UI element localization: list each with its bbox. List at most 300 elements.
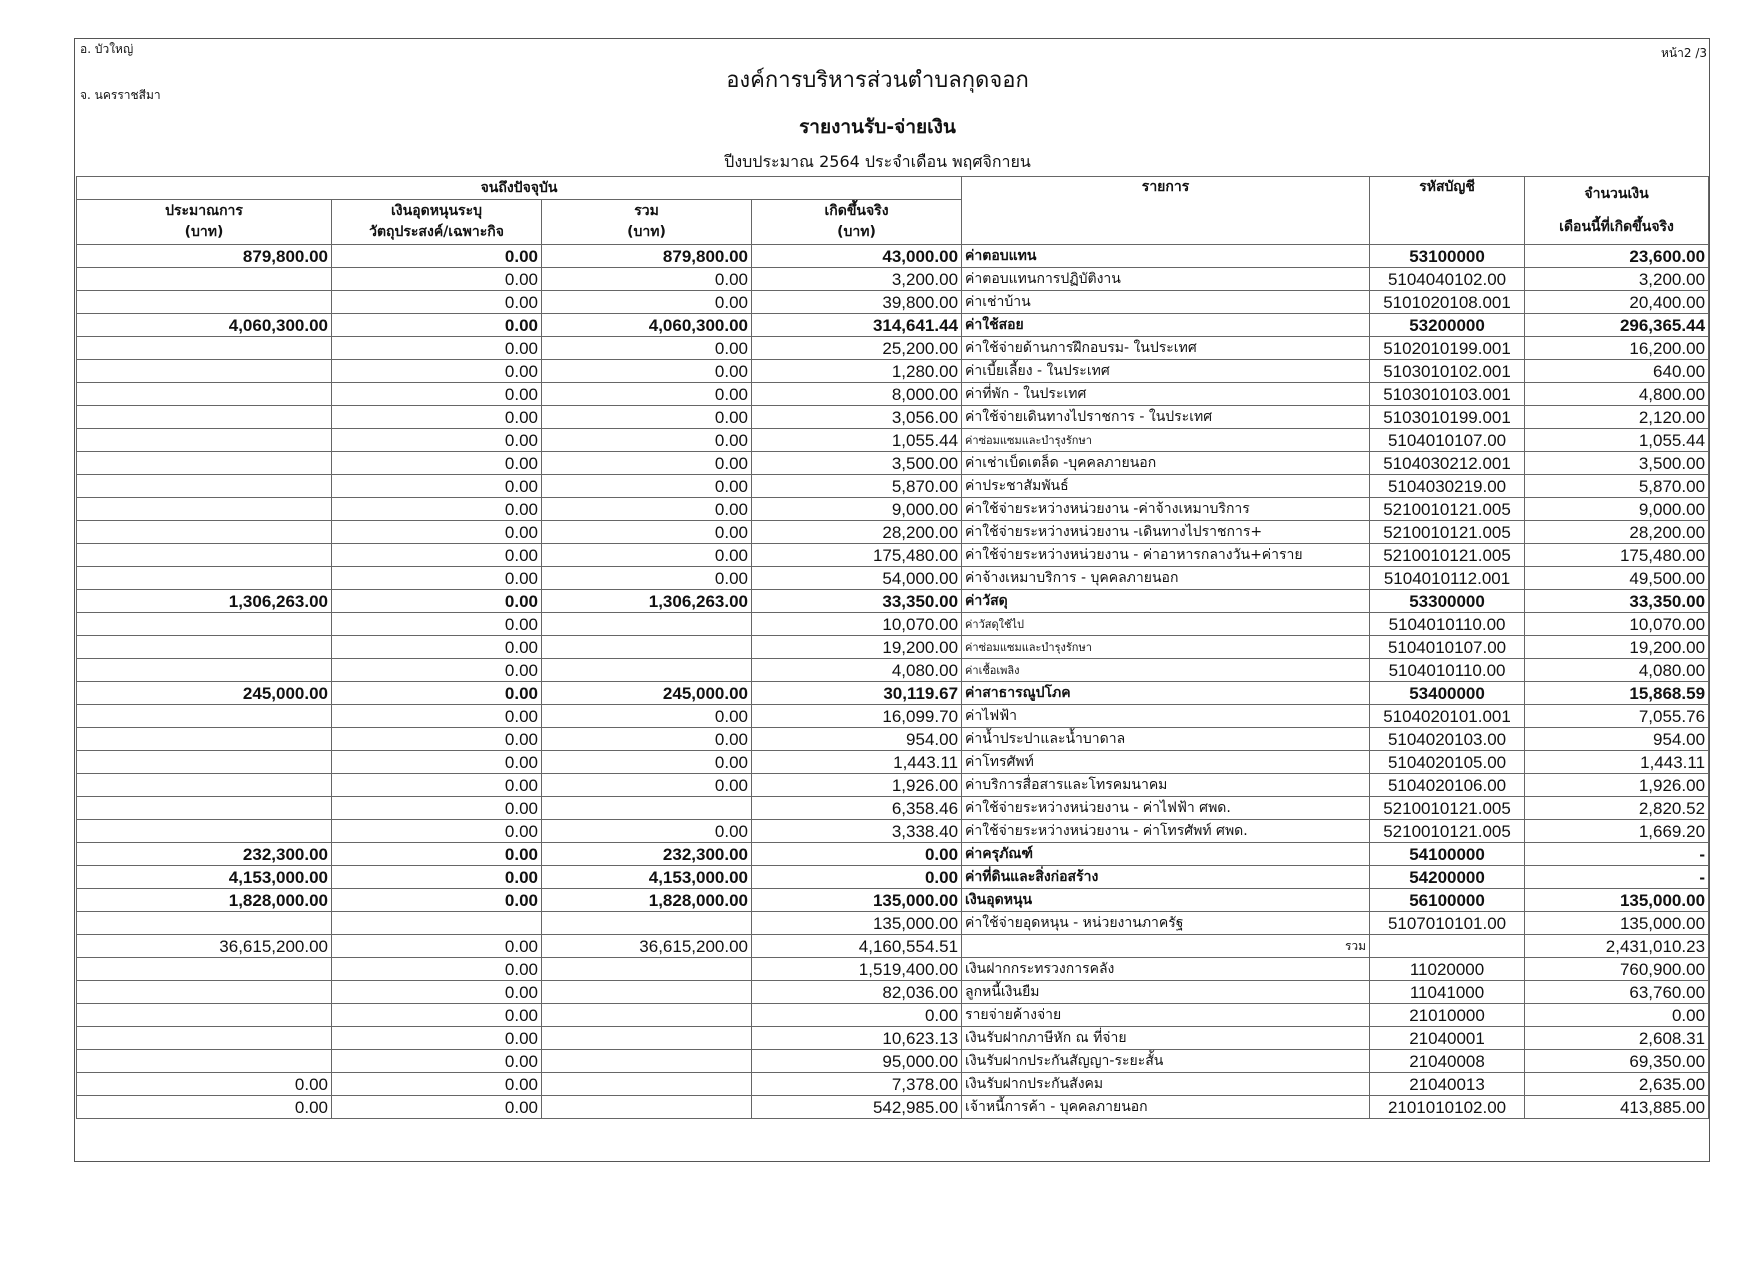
total-cell: 0.00 bbox=[542, 705, 752, 728]
actual-cell: 6,358.46 bbox=[752, 797, 962, 820]
code-cell: 53300000 bbox=[1370, 590, 1525, 613]
actual-cell: 43,000.00 bbox=[752, 245, 962, 268]
item-cell: ค่าซ่อมแซมและบำรุงรักษา bbox=[962, 636, 1370, 659]
actual-cell: 0.00 bbox=[752, 843, 962, 866]
actual-cell: 542,985.00 bbox=[752, 1096, 962, 1119]
table-row bbox=[77, 659, 1709, 682]
subsidy-cell: 0.00 bbox=[332, 360, 542, 383]
actual-cell: 9,000.00 bbox=[752, 498, 962, 521]
total-cell: 0.00 bbox=[542, 728, 752, 751]
item-cell: ค่าครุภัณฑ์ bbox=[962, 843, 1370, 866]
code-cell: 53100000 bbox=[1370, 245, 1525, 268]
table-row bbox=[77, 268, 1709, 291]
actual-cell: 135,000.00 bbox=[752, 889, 962, 912]
amount-header-label: จำนวนเงิน bbox=[1584, 185, 1649, 202]
amount-cell: 9,000.00 bbox=[1525, 498, 1709, 521]
amount-cell: 0.00 bbox=[1525, 1004, 1709, 1027]
estimate-cell: 36,615,200.00 bbox=[77, 935, 332, 958]
estimate-cell bbox=[77, 268, 332, 291]
total-cell: 0.00 bbox=[542, 406, 752, 429]
estimate-cell bbox=[77, 1027, 332, 1050]
table-row bbox=[77, 981, 1709, 1004]
actual-cell: 1,055.44 bbox=[752, 429, 962, 452]
code-cell: 5210010121.005 bbox=[1370, 544, 1525, 567]
table-row bbox=[77, 1050, 1709, 1073]
amount-cell: 1,926.00 bbox=[1525, 774, 1709, 797]
estimate-cell bbox=[77, 475, 332, 498]
actual-header bbox=[752, 200, 962, 245]
table-row bbox=[77, 360, 1709, 383]
total-cell: 0.00 bbox=[542, 751, 752, 774]
total-cell: 0.00 bbox=[542, 337, 752, 360]
subsidy-header bbox=[332, 200, 542, 245]
subsidy-cell: 0.00 bbox=[332, 958, 542, 981]
item-cell: ค่าใช้จ่ายด้านการฝึกอบรม- ในประเทศ bbox=[962, 337, 1370, 360]
table-row bbox=[77, 843, 1709, 866]
table-row bbox=[77, 1004, 1709, 1027]
subsidy-cell: 0.00 bbox=[332, 544, 542, 567]
amount-header bbox=[1525, 177, 1709, 245]
table-row bbox=[77, 429, 1709, 452]
item-cell: ค่าใช้จ่ายระหว่างหน่วยงาน -ค่าจ้างเหมาบริการ bbox=[962, 498, 1370, 521]
table-row bbox=[77, 797, 1709, 820]
item-cell: ค่าจ้างเหมาบริการ - บุคคลภายนอก bbox=[962, 567, 1370, 590]
subsidy-cell: 0.00 bbox=[332, 613, 542, 636]
item-cell: ค่าใช้จ่ายอุดหนุน - หน่วยงานภาครัฐ bbox=[962, 912, 1370, 935]
table-row bbox=[77, 590, 1709, 613]
actual-cell: 16,099.70 bbox=[752, 705, 962, 728]
total-header bbox=[542, 200, 752, 245]
estimate-header-label: ประมาณการ bbox=[165, 203, 243, 219]
item-cell: ค่าใช้จ่ายเดินทางไปราชการ - ในประเทศ bbox=[962, 406, 1370, 429]
actual-cell: 39,800.00 bbox=[752, 291, 962, 314]
item-cell: ค่าใช้สอย bbox=[962, 314, 1370, 337]
actual-cell: 954.00 bbox=[752, 728, 962, 751]
code-cell: 5104030219.00 bbox=[1370, 475, 1525, 498]
actual-cell: 28,200.00 bbox=[752, 521, 962, 544]
code-cell: 5104030212.001 bbox=[1370, 452, 1525, 475]
table-row bbox=[77, 705, 1709, 728]
item-cell: เงินรับฝากประกันสัญญา-ระยะสั้น bbox=[962, 1050, 1370, 1073]
total-cell: 0.00 bbox=[542, 498, 752, 521]
amount-cell: 33,350.00 bbox=[1525, 590, 1709, 613]
subsidy-cell: 0.00 bbox=[332, 797, 542, 820]
subsidy-cell: 0.00 bbox=[332, 337, 542, 360]
estimate-cell bbox=[77, 567, 332, 590]
district-label: อ. บัวใหญ่ bbox=[80, 42, 134, 56]
code-cell bbox=[1370, 935, 1525, 958]
subsidy-cell: 0.00 bbox=[332, 521, 542, 544]
actual-cell: 0.00 bbox=[752, 866, 962, 889]
amount-cell: 2,820.52 bbox=[1525, 797, 1709, 820]
code-cell: 5104020103.00 bbox=[1370, 728, 1525, 751]
total-cell bbox=[542, 797, 752, 820]
subsidy-cell: 0.00 bbox=[332, 406, 542, 429]
actual-cell: 1,926.00 bbox=[752, 774, 962, 797]
total-cell: 0.00 bbox=[542, 291, 752, 314]
estimate-cell bbox=[77, 1050, 332, 1073]
total-cell: 1,828,000.00 bbox=[542, 889, 752, 912]
table-body bbox=[77, 245, 1709, 1119]
estimate-cell bbox=[77, 521, 332, 544]
item-cell: ค่าเช่าบ้าน bbox=[962, 291, 1370, 314]
item-cell: ลูกหนี้เงินยืม bbox=[962, 981, 1370, 1004]
actual-cell: 19,200.00 bbox=[752, 636, 962, 659]
table-row bbox=[77, 1027, 1709, 1050]
amount-cell: 760,900.00 bbox=[1525, 958, 1709, 981]
item-cell: ค่าใช้จ่ายระหว่างหน่วยงาน - ค่าอาหารกลางวัน+ค่าราย bbox=[962, 544, 1370, 567]
amount-cell: 4,080.00 bbox=[1525, 659, 1709, 682]
actual-cell: 10,070.00 bbox=[752, 613, 962, 636]
table-row bbox=[77, 774, 1709, 797]
estimate-cell: 4,060,300.00 bbox=[77, 314, 332, 337]
estimate-cell: 232,300.00 bbox=[77, 843, 332, 866]
actual-cell: 25,200.00 bbox=[752, 337, 962, 360]
estimate-cell bbox=[77, 797, 332, 820]
table-row bbox=[77, 613, 1709, 636]
estimate-cell: 0.00 bbox=[77, 1073, 332, 1096]
estimate-cell bbox=[77, 912, 332, 935]
code-cell: 5102010199.001 bbox=[1370, 337, 1525, 360]
subsidy-cell: 0.00 bbox=[332, 751, 542, 774]
estimate-cell bbox=[77, 360, 332, 383]
amount-cell: 1,669.20 bbox=[1525, 820, 1709, 843]
total-cell: 0.00 bbox=[542, 452, 752, 475]
subsidy-cell: 0.00 bbox=[332, 636, 542, 659]
subsidy-cell: 0.00 bbox=[332, 935, 542, 958]
code-cell: 11041000 bbox=[1370, 981, 1525, 1004]
total-cell bbox=[542, 981, 752, 1004]
actual-cell: 82,036.00 bbox=[752, 981, 962, 1004]
code-header: รหัสบัญชี bbox=[1370, 177, 1525, 245]
estimate-cell bbox=[77, 498, 332, 521]
estimate-cell bbox=[77, 705, 332, 728]
code-cell: 53400000 bbox=[1370, 682, 1525, 705]
amount-cell: 20,400.00 bbox=[1525, 291, 1709, 314]
table-row bbox=[77, 337, 1709, 360]
total-cell bbox=[542, 659, 752, 682]
amount-cell: 5,870.00 bbox=[1525, 475, 1709, 498]
item-cell: เงินอุดหนุน bbox=[962, 889, 1370, 912]
total-cell: 245,000.00 bbox=[542, 682, 752, 705]
actual-cell: 1,443.11 bbox=[752, 751, 962, 774]
subsidy-cell: 0.00 bbox=[332, 705, 542, 728]
table-row bbox=[77, 521, 1709, 544]
total-cell bbox=[542, 1050, 752, 1073]
total-cell: 0.00 bbox=[542, 429, 752, 452]
actual-cell: 1,280.00 bbox=[752, 360, 962, 383]
subsidy-cell: 0.00 bbox=[332, 498, 542, 521]
actual-cell: 3,338.40 bbox=[752, 820, 962, 843]
subsidy-cell: 0.00 bbox=[332, 728, 542, 751]
amount-header-sub: เดือนนี้ที่เกิดขึ้นจริง bbox=[1559, 218, 1674, 235]
amount-cell: 2,431,010.23 bbox=[1525, 935, 1709, 958]
subsidy-cell: 0.00 bbox=[332, 1073, 542, 1096]
actual-header-unit: (บาท) bbox=[837, 224, 876, 240]
estimate-cell: 0.00 bbox=[77, 1096, 332, 1119]
actual-cell: 3,200.00 bbox=[752, 268, 962, 291]
item-cell: ค่าใช้จ่ายระหว่างหน่วยงาน - ค่าโทรศัพท์ ศพด. bbox=[962, 820, 1370, 843]
actual-header-label: เกิดขึ้นจริง bbox=[824, 203, 889, 219]
estimate-cell bbox=[77, 659, 332, 682]
receipt-payment-table bbox=[76, 176, 1709, 1119]
amount-cell: 640.00 bbox=[1525, 360, 1709, 383]
subsidy-cell: 0.00 bbox=[332, 590, 542, 613]
report-title: รายงานรับ-จ่ายเงิน bbox=[799, 116, 956, 138]
subsidy-cell: 0.00 bbox=[332, 1004, 542, 1027]
table-row bbox=[77, 498, 1709, 521]
table-row bbox=[77, 567, 1709, 590]
item-cell: เงินรับฝากประกันสังคม bbox=[962, 1073, 1370, 1096]
code-cell: 5210010121.005 bbox=[1370, 797, 1525, 820]
amount-cell: 15,868.59 bbox=[1525, 682, 1709, 705]
item-cell: ค่าวัสดุใช้ไป bbox=[962, 613, 1370, 636]
total-cell: 0.00 bbox=[542, 475, 752, 498]
item-cell: ค่าใช้จ่ายระหว่างหน่วยงาน -เดินทางไปราชการ+ bbox=[962, 521, 1370, 544]
to-date-header: จนถึงปัจจุบัน bbox=[77, 177, 962, 200]
item-cell: ค่าน้ำประปาและน้ำบาดาล bbox=[962, 728, 1370, 751]
actual-cell: 3,500.00 bbox=[752, 452, 962, 475]
subsidy-cell: 0.00 bbox=[332, 383, 542, 406]
total-cell: 0.00 bbox=[542, 383, 752, 406]
subsidy-cell: 0.00 bbox=[332, 567, 542, 590]
subsidy-cell: 0.00 bbox=[332, 1050, 542, 1073]
amount-cell: 954.00 bbox=[1525, 728, 1709, 751]
estimate-cell bbox=[77, 452, 332, 475]
code-cell: 5104020106.00 bbox=[1370, 774, 1525, 797]
actual-cell: 95,000.00 bbox=[752, 1050, 962, 1073]
amount-cell: 2,120.00 bbox=[1525, 406, 1709, 429]
estimate-cell bbox=[77, 406, 332, 429]
table-row bbox=[77, 636, 1709, 659]
item-cell: ค่าเชื้อเพลิง bbox=[962, 659, 1370, 682]
estimate-cell bbox=[77, 383, 332, 406]
subsidy-cell: 0.00 bbox=[332, 659, 542, 682]
table-row bbox=[77, 544, 1709, 567]
subsidy-cell: 0.00 bbox=[332, 866, 542, 889]
estimate-cell bbox=[77, 1004, 332, 1027]
code-cell: 56100000 bbox=[1370, 889, 1525, 912]
amount-cell: 2,608.31 bbox=[1525, 1027, 1709, 1050]
code-cell: 54100000 bbox=[1370, 843, 1525, 866]
item-cell: ค่าสาธารณูปโภค bbox=[962, 682, 1370, 705]
subsidy-cell: 0.00 bbox=[332, 1027, 542, 1050]
code-cell: 5104010110.00 bbox=[1370, 659, 1525, 682]
item-cell: ค่าซ่อมแซมและบำรุงรักษา bbox=[962, 429, 1370, 452]
page-number: หน้า2 /3 bbox=[1661, 46, 1707, 60]
item-cell: ค่าที่ดินและสิ่งก่อสร้าง bbox=[962, 866, 1370, 889]
subsidy-cell: 0.00 bbox=[332, 245, 542, 268]
actual-cell: 175,480.00 bbox=[752, 544, 962, 567]
code-cell: 5104010107.00 bbox=[1370, 636, 1525, 659]
code-cell: 5107010101.00 bbox=[1370, 912, 1525, 935]
subsidy-cell bbox=[332, 912, 542, 935]
estimate-cell bbox=[77, 728, 332, 751]
item-cell: เงินฝากกระทรวงการคลัง bbox=[962, 958, 1370, 981]
estimate-header-unit: (บาท) bbox=[184, 224, 224, 240]
code-cell: 21010000 bbox=[1370, 1004, 1525, 1027]
table-row bbox=[77, 245, 1709, 268]
amount-cell: 413,885.00 bbox=[1525, 1096, 1709, 1119]
item-cell: ค่าตอบแทน bbox=[962, 245, 1370, 268]
estimate-cell bbox=[77, 774, 332, 797]
actual-cell: 314,641.44 bbox=[752, 314, 962, 337]
code-cell: 11020000 bbox=[1370, 958, 1525, 981]
estimate-cell: 1,828,000.00 bbox=[77, 889, 332, 912]
amount-cell: 69,350.00 bbox=[1525, 1050, 1709, 1073]
total-cell: 232,300.00 bbox=[542, 843, 752, 866]
actual-cell: 10,623.13 bbox=[752, 1027, 962, 1050]
table-row bbox=[77, 728, 1709, 751]
total-cell bbox=[542, 1004, 752, 1027]
code-cell: 54200000 bbox=[1370, 866, 1525, 889]
code-cell: 5104020105.00 bbox=[1370, 751, 1525, 774]
amount-cell: 135,000.00 bbox=[1525, 889, 1709, 912]
table-row bbox=[77, 935, 1709, 958]
code-cell: 5103010102.001 bbox=[1370, 360, 1525, 383]
actual-cell: 5,870.00 bbox=[752, 475, 962, 498]
subsidy-cell: 0.00 bbox=[332, 452, 542, 475]
code-cell: 21040013 bbox=[1370, 1073, 1525, 1096]
item-cell: เจ้าหนี้การค้า - บุคคลภายนอก bbox=[962, 1096, 1370, 1119]
code-cell: 5101020108.001 bbox=[1370, 291, 1525, 314]
subsidy-cell: 0.00 bbox=[332, 981, 542, 1004]
item-cell: ค่าใช้จ่ายระหว่างหน่วยงาน - ค่าไฟฟ้า ศพด. bbox=[962, 797, 1370, 820]
table-row bbox=[77, 1073, 1709, 1096]
total-cell bbox=[542, 1096, 752, 1119]
amount-cell: 2,635.00 bbox=[1525, 1073, 1709, 1096]
actual-cell: 33,350.00 bbox=[752, 590, 962, 613]
estimate-cell bbox=[77, 544, 332, 567]
subsidy-cell: 0.00 bbox=[332, 268, 542, 291]
table-row bbox=[77, 751, 1709, 774]
total-cell: 0.00 bbox=[542, 567, 752, 590]
item-cell: ค่าไฟฟ้า bbox=[962, 705, 1370, 728]
report-subtitle: ปีงบประมาณ 2564 ประจำเดือน พฤศจิกายน bbox=[724, 152, 1031, 171]
code-cell: 5104010107.00 bbox=[1370, 429, 1525, 452]
amount-cell: 1,443.11 bbox=[1525, 751, 1709, 774]
code-cell: 21040001 bbox=[1370, 1027, 1525, 1050]
table-row bbox=[77, 866, 1709, 889]
estimate-cell bbox=[77, 291, 332, 314]
item-cell: ค่าที่พัก - ในประเทศ bbox=[962, 383, 1370, 406]
actual-cell: 3,056.00 bbox=[752, 406, 962, 429]
table-row bbox=[77, 889, 1709, 912]
amount-cell: 3,200.00 bbox=[1525, 268, 1709, 291]
total-cell bbox=[542, 958, 752, 981]
item-cell: ค่าบริการสื่อสารและโทรคมนาคม bbox=[962, 774, 1370, 797]
amount-cell: 16,200.00 bbox=[1525, 337, 1709, 360]
code-cell: 5210010121.005 bbox=[1370, 820, 1525, 843]
actual-cell: 30,119.67 bbox=[752, 682, 962, 705]
total-cell bbox=[542, 1027, 752, 1050]
total-cell bbox=[542, 613, 752, 636]
subsidy-cell: 0.00 bbox=[332, 291, 542, 314]
code-cell: 5104020101.001 bbox=[1370, 705, 1525, 728]
amount-cell: 10,070.00 bbox=[1525, 613, 1709, 636]
amount-cell: 49,500.00 bbox=[1525, 567, 1709, 590]
subsidy-cell: 0.00 bbox=[332, 475, 542, 498]
amount-cell: 7,055.76 bbox=[1525, 705, 1709, 728]
code-cell: 53200000 bbox=[1370, 314, 1525, 337]
amount-cell: 1,055.44 bbox=[1525, 429, 1709, 452]
subsidy-header-sub: วัตถุประสงค์/เฉพาะกิจ bbox=[369, 224, 504, 240]
estimate-cell bbox=[77, 958, 332, 981]
subsidy-cell: 0.00 bbox=[332, 774, 542, 797]
amount-cell: 63,760.00 bbox=[1525, 981, 1709, 1004]
actual-cell: 7,378.00 bbox=[752, 1073, 962, 1096]
subsidy-cell: 0.00 bbox=[332, 429, 542, 452]
item-cell: ค่าเบี้ยเลี้ยง - ในประเทศ bbox=[962, 360, 1370, 383]
actual-cell: 4,160,554.51 bbox=[752, 935, 962, 958]
table-row bbox=[77, 912, 1709, 935]
total-cell bbox=[542, 636, 752, 659]
amount-cell: 4,800.00 bbox=[1525, 383, 1709, 406]
table-row bbox=[77, 452, 1709, 475]
table-row bbox=[77, 314, 1709, 337]
total-cell: 36,615,200.00 bbox=[542, 935, 752, 958]
estimate-cell bbox=[77, 820, 332, 843]
table-row bbox=[77, 383, 1709, 406]
table-row bbox=[77, 475, 1709, 498]
code-cell: 5103010199.001 bbox=[1370, 406, 1525, 429]
item-cell: ค่าตอบแทนการปฏิบัติงาน bbox=[962, 268, 1370, 291]
code-cell: 21040008 bbox=[1370, 1050, 1525, 1073]
item-cell: เงินรับฝากภาษีหัก ณ ที่จ่าย bbox=[962, 1027, 1370, 1050]
estimate-cell bbox=[77, 981, 332, 1004]
estimate-cell bbox=[77, 429, 332, 452]
actual-cell: 8,000.00 bbox=[752, 383, 962, 406]
estimate-cell bbox=[77, 613, 332, 636]
subsidy-header-label: เงินอุดหนุนระบุ bbox=[391, 203, 482, 219]
table-row bbox=[77, 1096, 1709, 1119]
amount-cell: 175,480.00 bbox=[1525, 544, 1709, 567]
code-cell: 5104040102.00 bbox=[1370, 268, 1525, 291]
total-cell: 1,306,263.00 bbox=[542, 590, 752, 613]
subsidy-cell: 0.00 bbox=[332, 843, 542, 866]
estimate-cell: 1,306,263.00 bbox=[77, 590, 332, 613]
subsidy-cell: 0.00 bbox=[332, 889, 542, 912]
total-cell: 4,060,300.00 bbox=[542, 314, 752, 337]
estimate-cell: 879,800.00 bbox=[77, 245, 332, 268]
amount-cell: 3,500.00 bbox=[1525, 452, 1709, 475]
subsidy-cell: 0.00 bbox=[332, 1096, 542, 1119]
subsidy-cell: 0.00 bbox=[332, 314, 542, 337]
item-cell: รวม bbox=[962, 935, 1370, 958]
table-row bbox=[77, 291, 1709, 314]
total-cell: 0.00 bbox=[542, 521, 752, 544]
code-cell: 5104010112.001 bbox=[1370, 567, 1525, 590]
total-cell: 0.00 bbox=[542, 268, 752, 291]
item-header: รายการ bbox=[962, 177, 1370, 245]
actual-cell: 0.00 bbox=[752, 1004, 962, 1027]
organization-title: องค์การบริหารส่วนตำบลกุดจอก bbox=[726, 68, 1029, 93]
actual-cell: 4,080.00 bbox=[752, 659, 962, 682]
actual-cell: 135,000.00 bbox=[752, 912, 962, 935]
table-row bbox=[77, 406, 1709, 429]
total-cell: 0.00 bbox=[542, 544, 752, 567]
item-cell: ค่าวัสดุ bbox=[962, 590, 1370, 613]
subsidy-cell: 0.00 bbox=[332, 682, 542, 705]
estimate-cell bbox=[77, 636, 332, 659]
amount-cell: - bbox=[1525, 843, 1709, 866]
total-header-unit: (บาท) bbox=[627, 224, 666, 240]
total-cell: 0.00 bbox=[542, 774, 752, 797]
estimate-cell: 4,153,000.00 bbox=[77, 866, 332, 889]
total-cell: 0.00 bbox=[542, 820, 752, 843]
total-cell: 0.00 bbox=[542, 360, 752, 383]
province-label: จ. นครราชสีมา bbox=[80, 88, 161, 102]
